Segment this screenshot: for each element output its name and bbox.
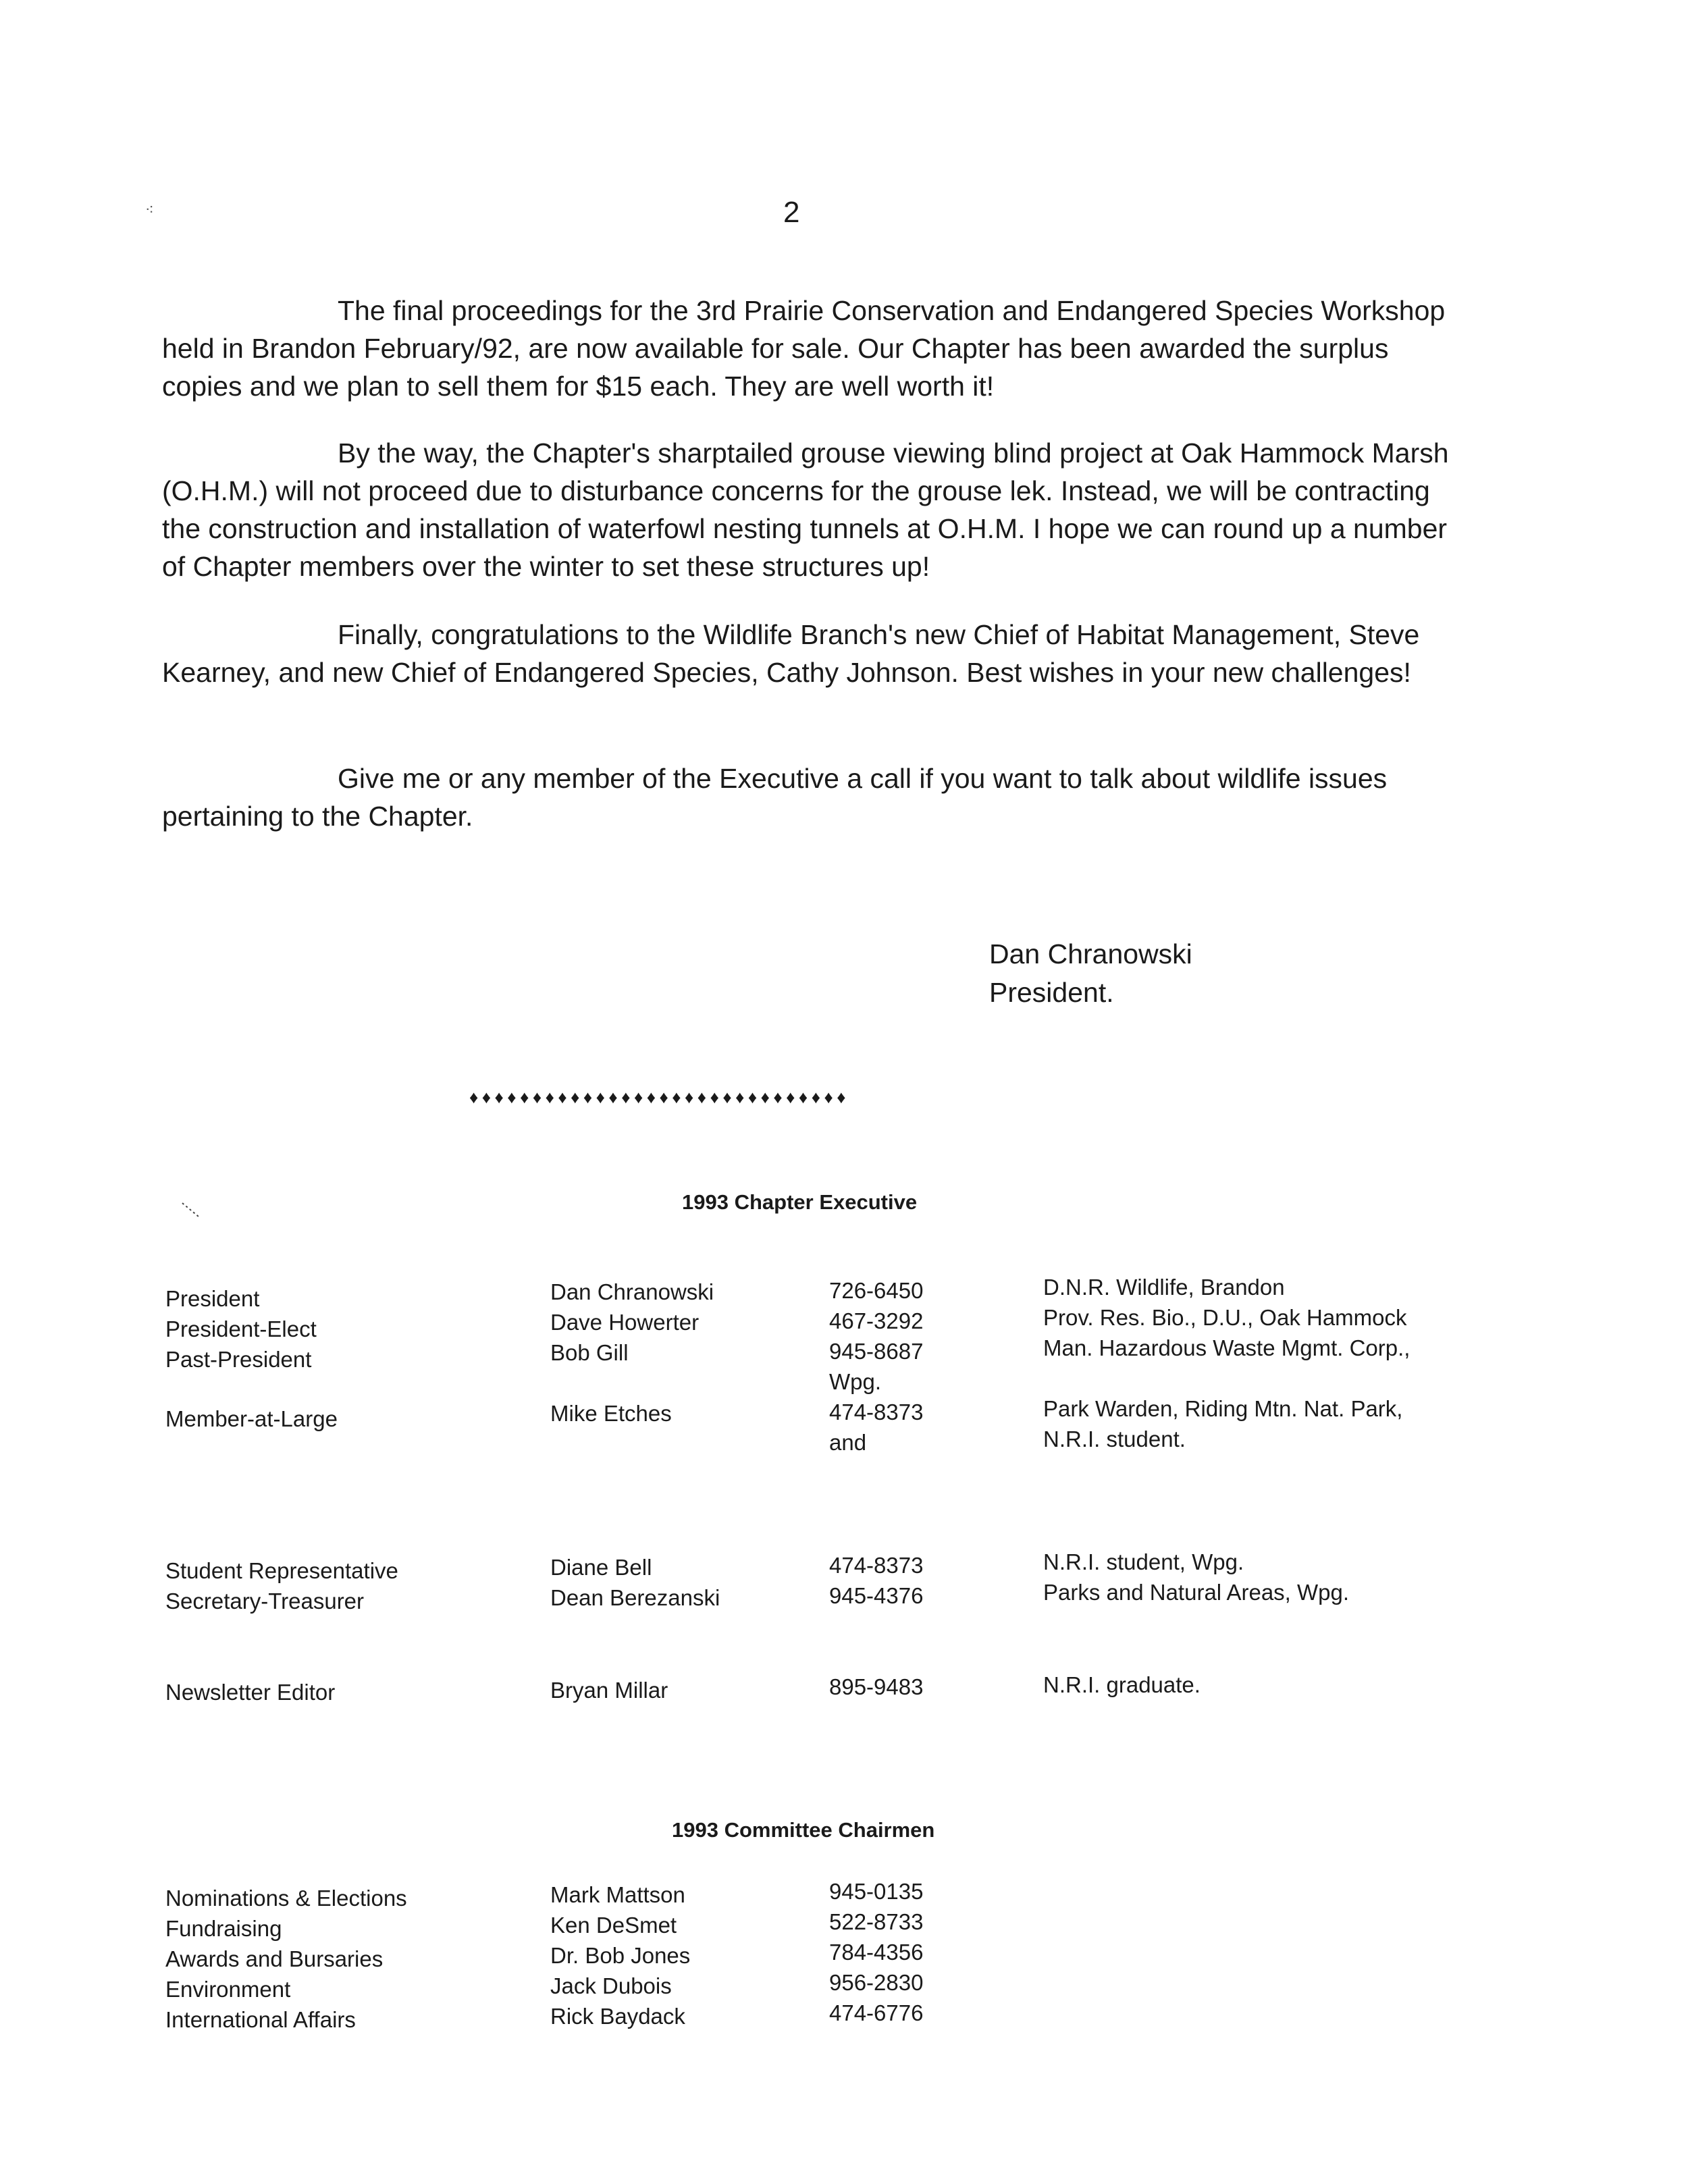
exec-role: Newsletter Editor bbox=[165, 1680, 336, 1705]
diamond-divider: ♦♦♦♦♦♦♦♦♦♦♦♦♦♦♦♦♦♦♦♦♦♦♦♦♦♦♦♦♦♦ bbox=[469, 1087, 849, 1107]
exec-role: Past-President bbox=[165, 1347, 312, 1372]
exec-phone: 895-9483 bbox=[829, 1674, 924, 1699]
exec-name: Bob Gill bbox=[550, 1340, 629, 1365]
scan-speck-icon: ⁖ bbox=[145, 201, 154, 218]
exec-name: Dan Chranowski bbox=[550, 1279, 714, 1304]
exec-phone: 945-4376 bbox=[829, 1583, 924, 1608]
paragraph-congratulations: Finally, congratulations to the Wildlife Branch's new Chief of Habitat Management, Steve Kearney, and new Chief of Endangered Species, Cathy Johnson. Best wishes in your new challenges! bbox=[162, 619, 1420, 688]
exec-desc: Park Warden, Riding Mtn. Nat. Park, bbox=[1043, 1396, 1403, 1421]
committee-name: Jack Dubois bbox=[550, 1973, 672, 1998]
committee-phone: 474-6776 bbox=[829, 2000, 924, 2025]
committee-role: Fundraising bbox=[165, 1916, 282, 1941]
exec-desc: N.R.I. student. bbox=[1043, 1427, 1186, 1451]
exec-role: Secretary-Treasurer bbox=[165, 1589, 365, 1614]
exec-desc: N.R.I. student, Wpg. bbox=[1043, 1549, 1244, 1574]
committee-role: Environment bbox=[165, 1977, 291, 2002]
page-number: 2 bbox=[783, 196, 800, 229]
committee-phone: 945-0135 bbox=[829, 1879, 924, 1904]
exec-role: President bbox=[165, 1286, 260, 1311]
committees-heading: 1993 Committee Chairmen bbox=[672, 1818, 935, 1842]
exec-phone: 474-8373 bbox=[829, 1553, 924, 1578]
committee-role: Awards and Bursaries bbox=[165, 1946, 384, 1971]
paragraph-contact: Give me or any member of the Executive a call if you want to talk about wildlife issues pertaining to the Chapter. bbox=[162, 763, 1388, 832]
exec-name: Mike Etches bbox=[550, 1401, 672, 1426]
signature-block bbox=[989, 935, 1192, 1012]
exec-role: Member-at-Large bbox=[165, 1406, 338, 1431]
exec-name: Bryan Millar bbox=[550, 1678, 668, 1703]
committee-name: Dr. Bob Jones bbox=[550, 1943, 691, 1968]
exec-phone: Wpg. bbox=[829, 1369, 882, 1394]
committee-name: Mark Mattson bbox=[550, 1882, 685, 1907]
scan-mark-icon bbox=[181, 1202, 201, 1218]
exec-desc: Parks and Natural Areas, Wpg. bbox=[1043, 1580, 1350, 1605]
exec-phone: 474-8373 bbox=[829, 1400, 924, 1424]
committee-phone: 784-4356 bbox=[829, 1940, 924, 1965]
exec-role: Student Representative bbox=[165, 1558, 398, 1583]
exec-name: Dave Howerter bbox=[550, 1310, 700, 1335]
exec-role: President-Elect bbox=[165, 1316, 317, 1341]
committee-name: Rick Baydack bbox=[550, 2004, 685, 2029]
committee-role: Nominations & Elections bbox=[165, 1886, 407, 1911]
exec-phone: 467-3292 bbox=[829, 1308, 924, 1333]
exec-phone: and bbox=[829, 1430, 867, 1455]
exec-phone: 726-6450 bbox=[829, 1278, 924, 1303]
signature-title: President. bbox=[989, 977, 1114, 1008]
exec-name: Diane Bell bbox=[550, 1555, 652, 1580]
paragraph-proceedings: The final proceedings for the 3rd Prairie Conservation and Endangered Species Workshop held in Brandon February/92, are now available for sale. Our Chapter has been awarded the surplus copies and we plan to sell them for $15 each. They are well worth it! bbox=[162, 295, 1446, 402]
signature-name: Dan Chranowski bbox=[989, 938, 1192, 969]
executive-heading: 1993 Chapter Executive bbox=[682, 1190, 918, 1214]
exec-desc: Man. Hazardous Waste Mgmt. Corp., bbox=[1043, 1335, 1410, 1360]
committee-phone: 956-2830 bbox=[829, 1970, 924, 1995]
exec-phone: 945-8687 bbox=[829, 1339, 924, 1364]
exec-desc: Prov. Res. Bio., D.U., Oak Hammock bbox=[1043, 1305, 1407, 1330]
committee-name: Ken DeSmet bbox=[550, 1913, 677, 1938]
exec-desc: D.N.R. Wildlife, Brandon bbox=[1043, 1275, 1285, 1300]
committee-phone: 522-8733 bbox=[829, 1909, 924, 1934]
exec-name: Dean Berezanski bbox=[550, 1585, 720, 1610]
committee-role: International Affairs bbox=[165, 2007, 356, 2032]
exec-desc: N.R.I. graduate. bbox=[1043, 1672, 1201, 1697]
paragraph-ohm-project: By the way, the Chapter's sharptailed grouse viewing blind project at Oak Hammock Marsh (O.H.M.) will not proceed due to disturbance concerns for the grouse lek. Instead, we will be contracting the construction and installation of waterfowl nesting tunnels at O.H.M. I hope we can round up a number of Chapter members over the winter to set these structures up! bbox=[162, 437, 1449, 582]
